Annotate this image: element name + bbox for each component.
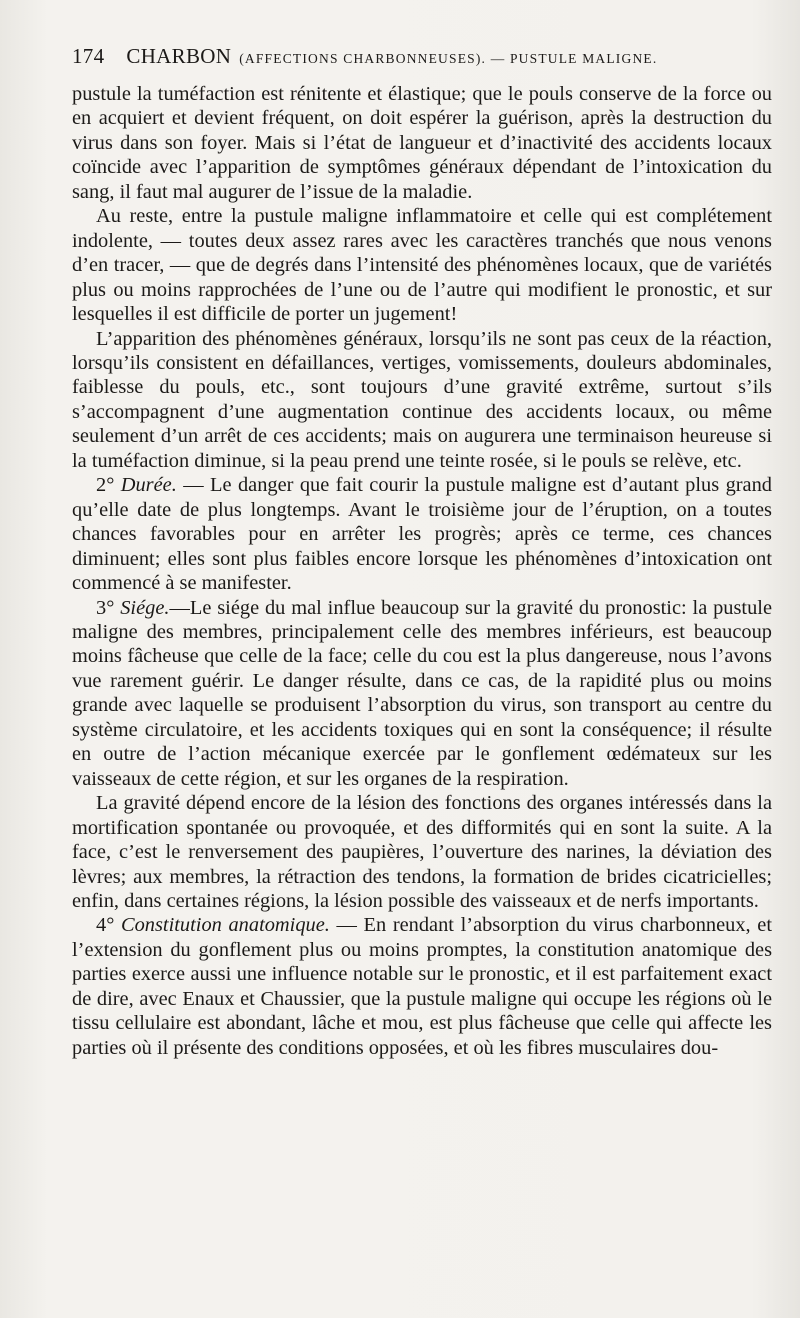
- page-number: 174: [72, 44, 105, 68]
- paragraph: L’apparition des phénomènes généraux, lorsqu’ils ne sont pas ceux de la réaction, lorsqu’ils consistent en défaillances, vertiges, vomissements, douleurs abdominales, faiblesse du pouls, etc., sont toujours d’une gravité extrême, surtout s’ils s’accompagnent d’une augmentation continue des accidents locaux, ou même seulement d’un arrêt de ces accidents; mais on augurera une terminaison heureuse si la tuméfaction diminue, si la peau prend une teinte rosée, si le pouls se relève, etc.: [72, 327, 772, 472]
- section-title: Siége.: [120, 596, 170, 619]
- paragraph-continued: pustule la tuméfaction est rénitente et élastique; que le pouls conserve de la force ou en acquiert et devient fréquent, on doit espérer la guérison, après la destruction du virus dans son foyer. Mais si l’état de langueur et d’inactivité des accidents locaux coïncide avec l’apparition de symptômes généraux dépendant de l’intoxication du sang, il faut mal augurer de l’issue de la maladie.: [72, 83, 772, 203]
- header-title: CHARBON: [126, 44, 232, 68]
- running-header: [72, 44, 772, 78]
- section-constitution: [72, 913, 772, 1060]
- section-number: 4°: [96, 914, 121, 937]
- section-number: 3°: [96, 596, 121, 619]
- section-title: Durée.: [120, 474, 177, 497]
- section-text: —Le siége du mal influe beaucoup sur la gravité du pronostic: la pustule maligne des membres, principalement celle des membres inférieurs, est beaucoup moins fâcheuse que celle de la face; celle du cou est la plus dangereuse, nous l’avons vue rarement guérir. Le danger résulte, dans ce cas, de la rapidité plus ou moins grande avec laquelle se produisent l’absorption du virus, son transport au centre du système circulatoire, et les accidents toxiques qui en sont la conséquence; il résulte en outre de l’action mécanique exercée par le gonflement œdémateux sur les vaisseaux de cette région, et sur les organes de la respiration.: [72, 596, 773, 790]
- section-duree: [72, 473, 772, 595]
- section-siege: [72, 596, 772, 792]
- section-number: 2°: [96, 474, 121, 497]
- paragraph: La gravité dépend encore de la lésion des fonctions des organes intéressés dans la mortification spontanée ou provoquée, et des difformités qui en sont la suite. A la face, c’est le renversement des paupières, l’ouverture des narines, la déviation des lèvres; aux membres, la rétraction des tendons, la formation de brides cicatricielles; enfin, dans certaines régions, la lésion possible des vaisseaux et de nerfs importants.: [72, 792, 772, 912]
- body-text: [72, 82, 772, 1060]
- header-subtitle: (AFFECTIONS CHARBONNEUSES). — PUSTULE MALIGNE.: [239, 51, 658, 66]
- section-text: — Le danger que fait courir la pustule maligne est d’autant plus grand qu’elle date de plus longtemps. Avant le troisième jour de l’éruption, on a toutes chances favorables pour en arrêter les progrès; après ce terme, ces chances diminuent; elles sont plus faibles encore lorsque les phénomènes d’intoxication ont commencé à se manifester.: [72, 474, 772, 595]
- section-title: Constitution anatomique.: [121, 914, 330, 937]
- section-text: — En rendant l’absorption du virus charbonneux, et l’extension du gonflement plus ou moins promptes, la constitution anatomique des parties exerce aussi une influence notable sur le pronostic, et il est parfaitement exact de dire, avec Enaux et Chaussier, que la pustule maligne qui occupe les régions où le tissu cellulaire est abondant, lâche et mou, est plus fâcheuse que celle qui affecte les parties où il présente des conditions opposées, et où les fibres musculaires dou-: [72, 914, 773, 1059]
- paragraph: Au reste, entre la pustule maligne inflammatoire et celle qui est complétement indolente, — toutes deux assez rares avec les caractères tranchés que nous venons d’en tracer, — que de degrés dans l’intensité des phénomènes locaux, que de variétés plus ou moins rapprochées de l’une ou de l’autre qui modifient le pronostic, et sur lesquelles il est difficile de porter un jugement!: [72, 205, 772, 326]
